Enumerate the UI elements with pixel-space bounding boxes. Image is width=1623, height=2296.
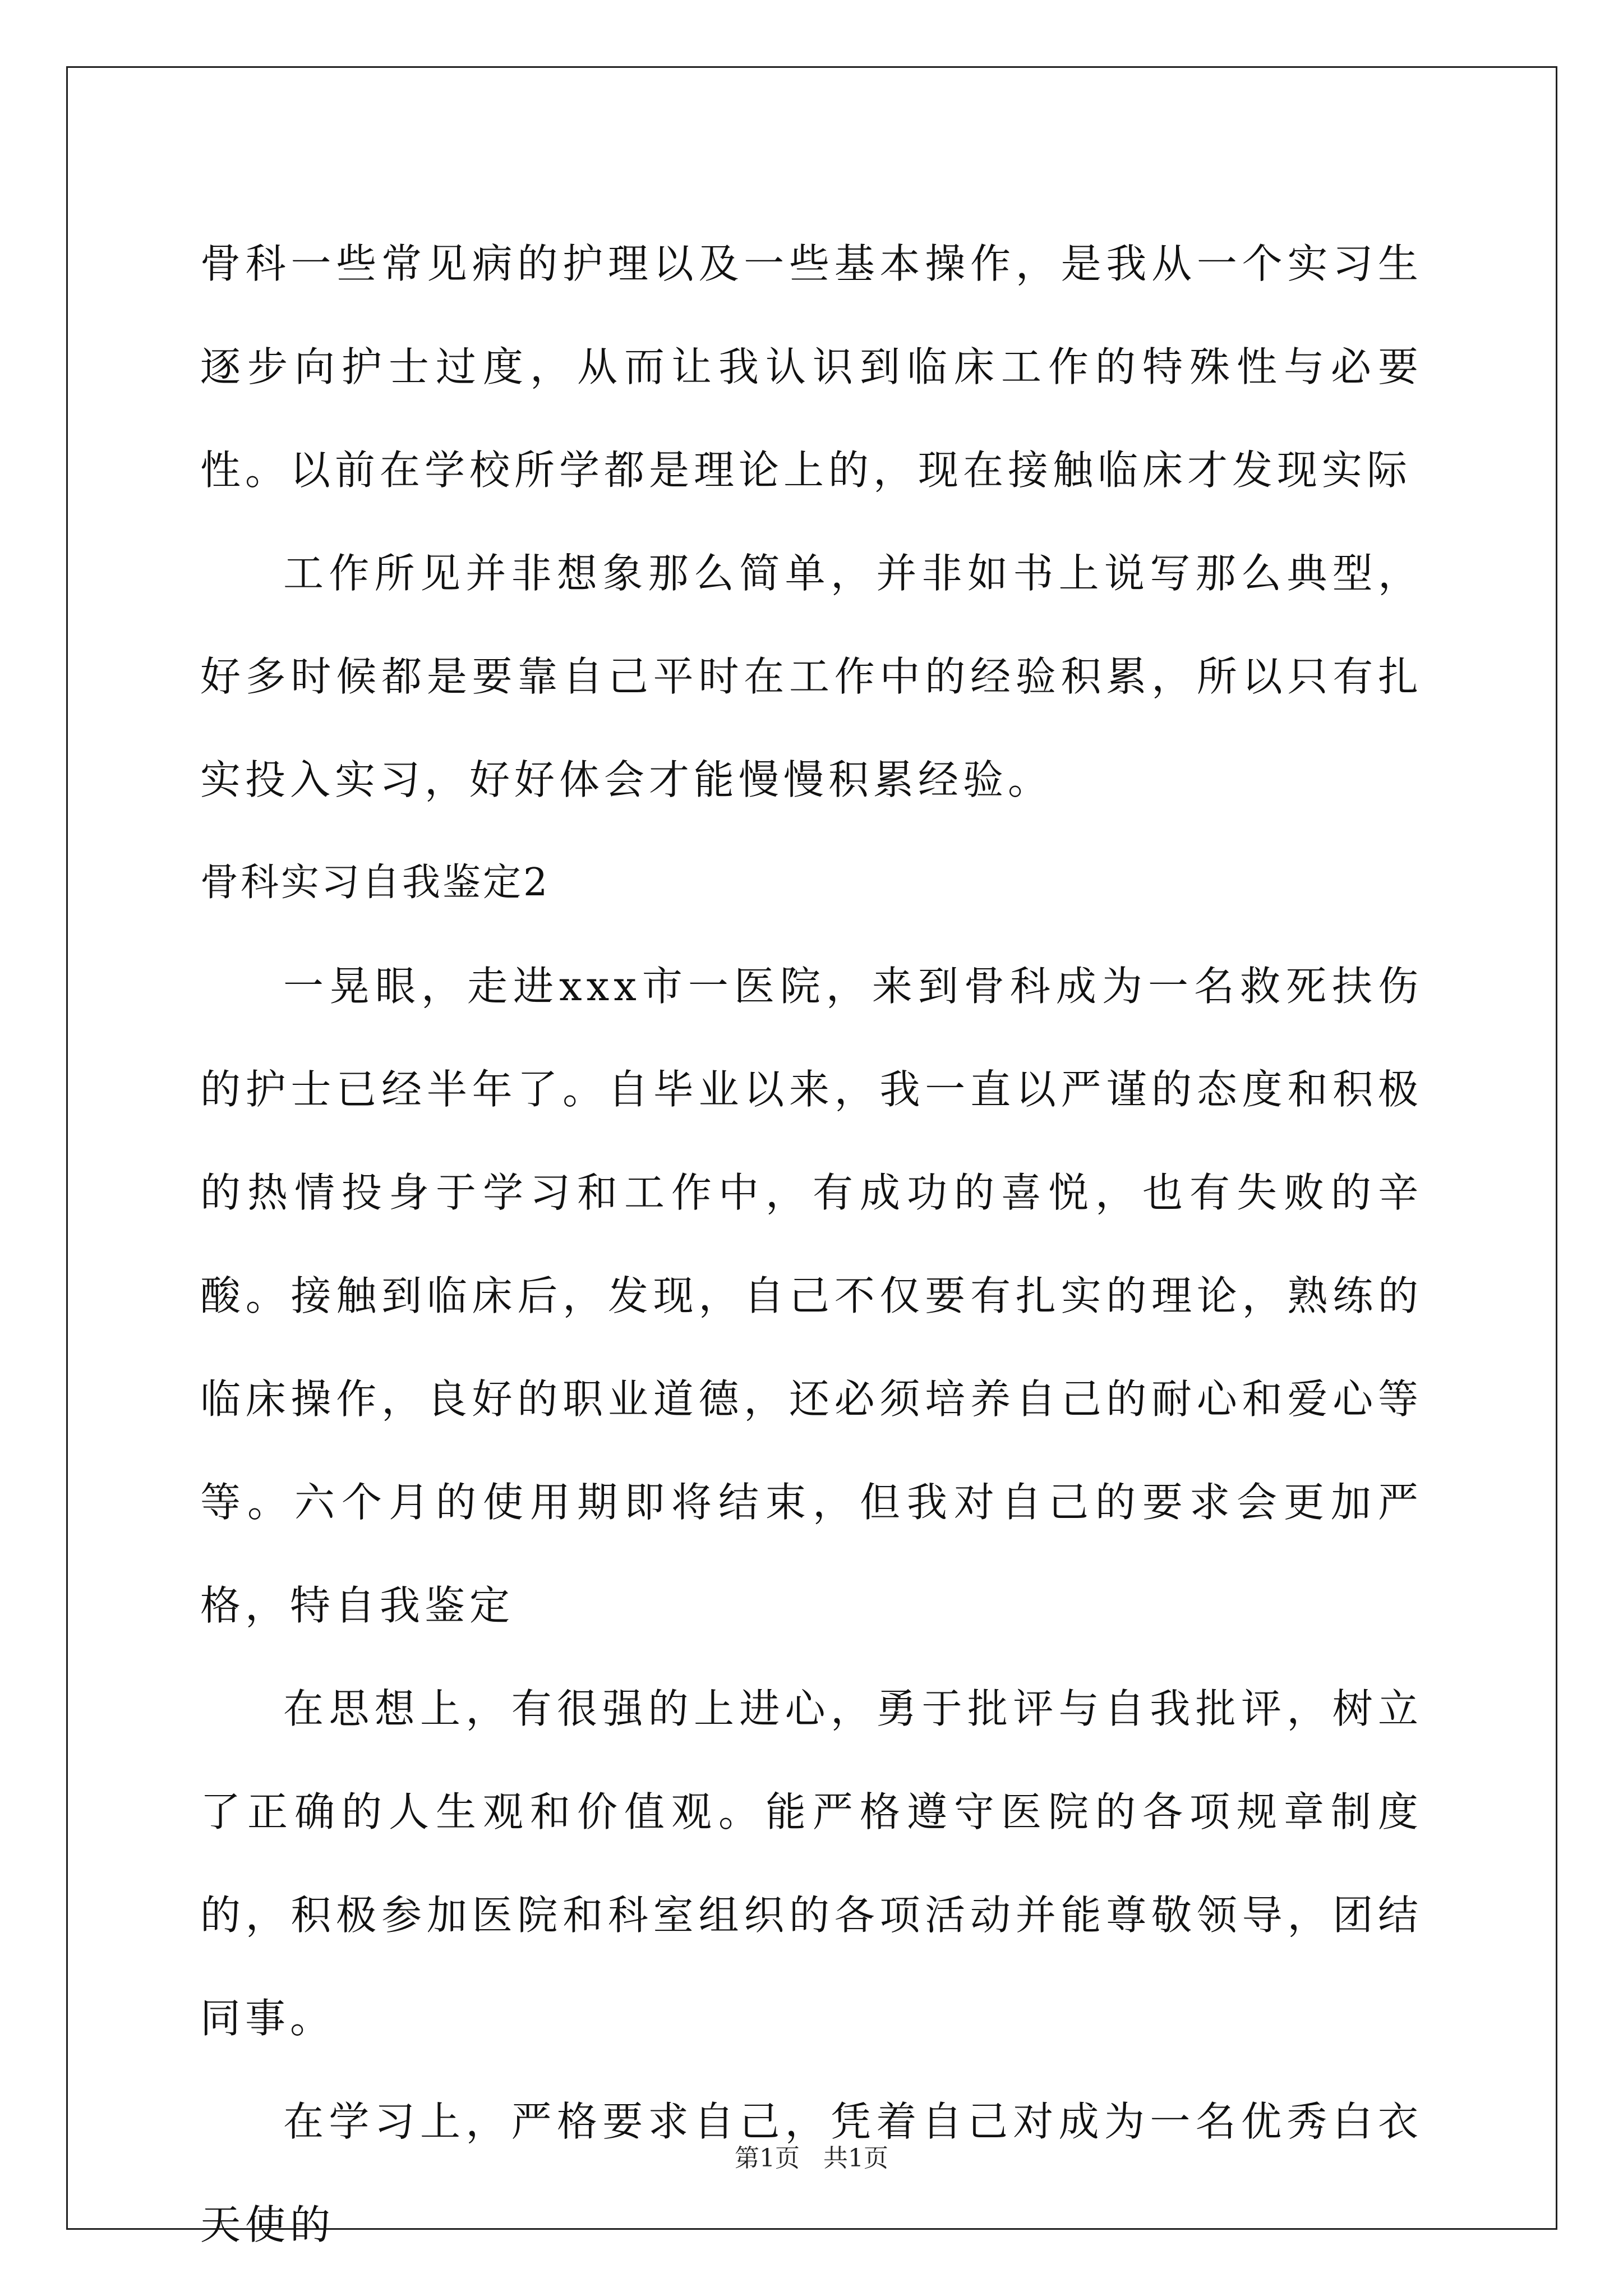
page-footer [0, 2142, 1623, 2175]
paragraph-4: 在思想上，有很强的上进心，勇于批评与自我批评，树立了正确的人生观和价值观。能严格遵守医院的各项规章制度的，积极参加医院和科室组织的各项活动并能尊敬领导，团结同事。 [200, 1685, 1423, 2042]
paragraph-3: 一晃眼，走进xxx市一医院，来到骨科成为一名救死扶伤的护士已经半年了。自毕业以来，我一直以严谨的态度和积极的热情投身于学习和工作中，有成功的喜悦，也有失败的辛酸。接触到临床后，发现，自己不仅要有扎实的理论，熟练的临床操作，良好的职业道德，还必须培养自己的耐心和爱心等等。六个月的使用期即将结束，但我对自己的要求会更加严格，特自我鉴定 [200, 963, 1423, 1629]
page-number-current: 第1页 [735, 2144, 800, 2173]
page-number-total: 共1页 [823, 2144, 888, 2173]
document-body [200, 212, 1423, 2276]
paragraph-5: 在学习上，严格要求自己，凭着自己对成为一名优秀白衣天使的 [200, 2098, 1423, 2248]
paragraph-1: 骨科一些常见病的护理以及一些基本操作，是我从一个实习生逐步向护士过度，从而让我认识到临床工作的特殊性与必要性。以前在学校所学都是理论上的，现在接触临床才发现实际 [200, 240, 1423, 494]
paragraph-2: 工作所见并非想象那么简单，并非如书上说写那么典型，好多时候都是要靠自己平时在工作中的经验积累，所以只有扎实投入实习，好好体会才能慢慢积累经验。 [200, 550, 1423, 803]
section-heading: 骨科实习自我鉴定2 [200, 861, 550, 905]
